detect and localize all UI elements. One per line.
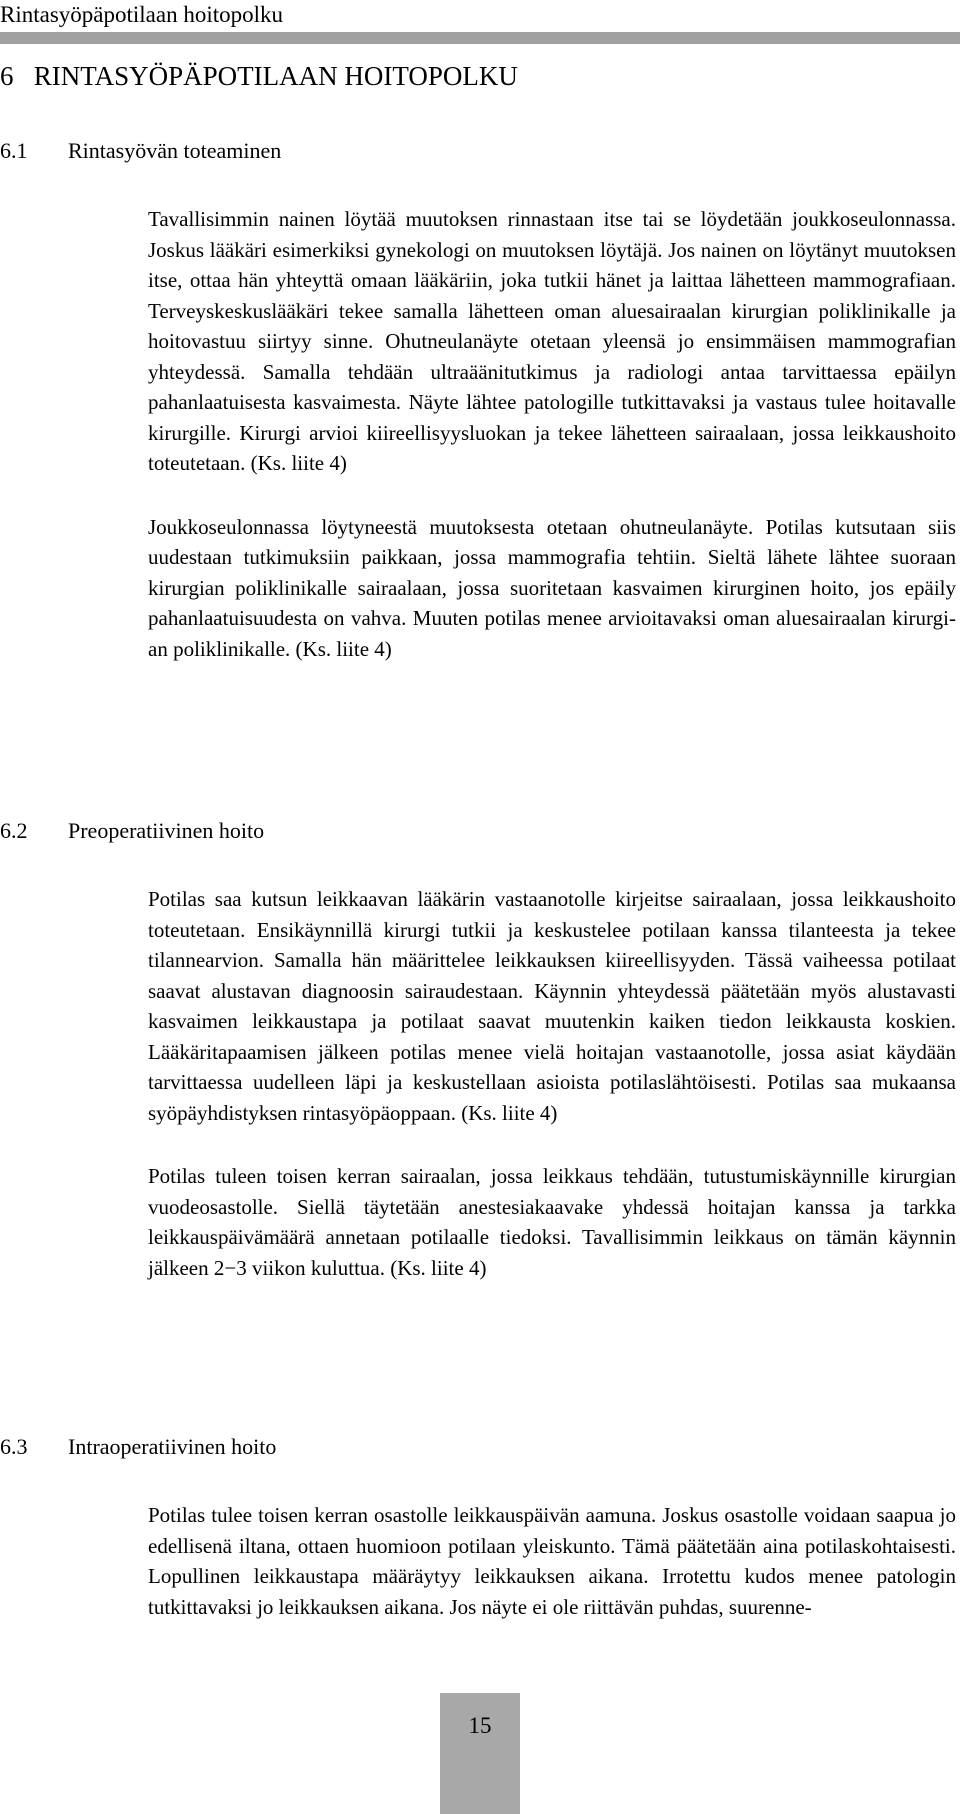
- section-title: Preoperatiivinen hoito: [68, 818, 265, 843]
- section-title: Rintasyövän toteaminen: [68, 138, 282, 163]
- page-number-box: [440, 1693, 520, 1814]
- header-rule: [0, 32, 960, 44]
- paragraph: Tavallisimmin nainen löytää muutoksen rinnastaan itse tai se löydetään joukkoseulonnassa. Joskus lääkäri esimerkiksi gynekologi on muutoksen löytäjä. Jos nainen on löytänyt muutoksen itse, ottaa hän yhteyttä omaan lääkäriin, joka tutkii hänet ja laittaa lähetteen mammografiaan. Terveyskeskuslääkäri tekee samalla lähetteen oman aluesairaalan kirurgian poliklinikalle ja hoitovastuu siirtyy sinne. Ohutneulanäyte otetaan yleensä jo ensimmäisen mammografian yhteydessä. Samalla tehdään ultraäänitutkimus ja radiologi antaa tarvittaessa epäilyn pahanlaatuisesta kasvaimesta. Näyte lähtee patologille tutkittavaksi ja vastaus tulee hoitavalle kirurgille. Kirurgi arvioi kiireellisyysluokan ja tekee lähetteen sairaalaan, jossa leikkaushoito toteutetaan. (Ks. liite 4): [148, 207, 956, 475]
- section-6-1: [0, 138, 960, 664]
- running-header: Rintasyöpäpotilaan hoitopolku: [0, 2, 283, 27]
- chapter-title: 6 RINTASYÖPÄPOTILAAN HOITOPOLKU: [0, 61, 518, 91]
- section-heading: [0, 138, 960, 164]
- section-6-2: [0, 818, 960, 1283]
- paragraph: Potilas tulee toisen kerran osastolle leikkauspäivän aamuna. Joskus osastolle voidaan saapua jo edellisenä iltana, ottaen huomioon potilaan yleiskunto. Tämä päätetään aina potilaskohtaisesti. Lopullinen leikkaustapa määräytyy leikkauksen aikana. Irrotettu kudos menee patologin tutkittavaksi jo leikkauksen aikana. Jos näyte ei ole riittävän puhdas, suurenne-: [148, 1503, 956, 1619]
- section-number: 6.3: [0, 1434, 28, 1459]
- section-number: 6.1: [0, 138, 28, 163]
- paragraph: Potilas tuleen toisen kerran sairaalan, jossa leikkaus tehdään, tutustumiskäynnille kirurgian vuodeosastolle. Siellä täytetään anestesiakaavake yhdessä hoitajan kanssa ja tarkka leikkauspäivämäärä annetaan potilaalle tiedoksi. Tavallisimmin leikkaus on tämän käynnin jälkeen 2−3 viikon kuluttua. (Ks. liite 4): [148, 1164, 956, 1280]
- page-number: 15: [468, 1713, 492, 1738]
- section-heading: [0, 1434, 960, 1460]
- section-title: Intraoperatiivinen hoito: [68, 1434, 277, 1459]
- section-number: 6.2: [0, 818, 28, 843]
- paragraph: Potilas saa kutsun leikkaavan lääkärin vastaanotolle kirjeitse sairaalaan, jossa leikkaushoito toteutetaan. Ensikäynnillä kirurgi tutkii ja keskustelee potilaan kanssa tilanteesta ja tekee tilannearvion. Samalla hän määrittelee leikkauksen kiireellisyyden. Tässä vaiheessa potilaat saavat alustavan diagnoosin sairaudestaan. Käynnin yhteydessä päätetään myös alustavasti kasvaimen leikkaustapa ja potilaat saavat muutenkin kaiken tiedon leikkausta koskien. Lääkäritapaamisen jälkeen potilas menee vielä hoitajan vastaanotolle, jossa asiat käydään tarvittaessa uudelleen läpi ja keskustellaan asioista potilaslähtöisesti. Potilas saa mukaansa syöpäyhdistyksen rintasyöpäoppaan. (Ks. liite 4): [148, 887, 956, 1125]
- section-6-3: [0, 1434, 960, 1622]
- paragraph: Joukkoseulonnassa löytyneestä muutoksesta otetaan ohutneulanäyte. Potilas kutsutaan siis uudestaan tutkimuksiin paikkaan, jossa mammografia tehtiin. Sieltä lähete lähtee suoraan kirurgian poliklinikalle sairaalaan, jossa suoritetaan kasvaimen kirurginen hoito, jos epäily pahanlaatuisuudesta on vahva. Muuten potilas menee arvioitavaksi oman aluesairaalan kirurgian poliklinikalle. (Ks. liite 4): [148, 514, 956, 661]
- section-heading: [0, 818, 960, 844]
